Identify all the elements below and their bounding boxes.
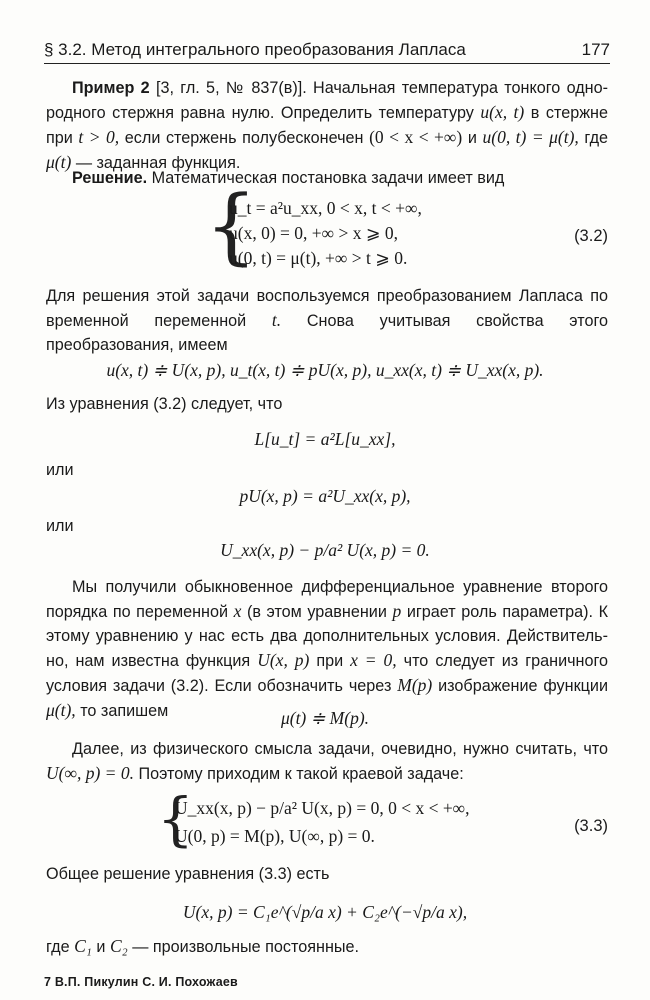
example-label: Пример 2 — [72, 79, 150, 97]
equation-pU: pU(x, p) = a²U_xx(x, p), — [239, 486, 411, 506]
system-line: u(x, 0) = 0, +∞ > x ⩾ 0, — [229, 223, 399, 243]
section-title: § 3.2. Метод интегрального преобразования Лапласа — [44, 40, 466, 59]
system-line: u_t = a²u_xx, 0 < x, t < +∞, — [229, 198, 422, 218]
further-paragraph: Далее, из физического смысла задачи, очевидно, нужно считать, что U(∞, p) = 0. Поэтому приходим к такой краевой задаче: — [46, 740, 608, 783]
header-rule — [44, 63, 610, 64]
ode-paragraph: Мы получили обыкновенное дифференциальное уравнение второго порядка по переменной x (в этом уравнении p играет роль параметра). К этому уравнению у нас есть два дополнительных условия. Действитель-но, нам известна функция U(x, p) при x = 0, что следует из граничного условия задачи (3.2). Если обозначить через M(p) изображение функции μ(t), то запишем — [46, 578, 609, 720]
page-number: 177 — [581, 40, 610, 59]
example-paragraph: Пример 2 [3, гл. 5, № 837(в)]. Начальная температура тонкого одно-родного стержня равна нулю. Определить температуру u(x, t) в стержне при t > 0, если стержень полубесконечен (0 < x < +∞) и u(0, t) = μ(t), где μ(t) — заданная функция. — [46, 79, 609, 172]
laplace-paragraph: Для решения этой задачи воспользуемся преобразованием Лапласа по временной переменной t. Снова учитывая свойства этого преобразования, имеем — [46, 287, 608, 354]
or-text: или — [46, 517, 74, 535]
constants-text: где C₁ и C₂ — произвольные постоянные. — [46, 936, 360, 956]
equation-Uxx: U_xx(x, p) − p/a² U(x, p) = 0. — [220, 540, 430, 560]
general-solution-text: Общее решение уравнения (3.3) есть — [46, 865, 330, 883]
equation-number: (3.3) — [574, 817, 608, 835]
signature-footer: 7 В.П. Пикулин С. И. Похожаев — [44, 975, 238, 989]
equation-L: L[u_t] = a²L[u_xx], — [254, 429, 396, 449]
equation-number: (3.2) — [574, 227, 608, 245]
equation-mu: μ(t) ≑ M(p). — [280, 708, 370, 728]
left-brace: { — [157, 785, 194, 853]
equation-general-solution: U(x, p) = C₁e^(√p/a x) + C₂e^(−√p/a x), — [182, 902, 468, 922]
or-text: или — [46, 461, 74, 479]
from-equation-text: Из уравнения (3.2) следует, что — [46, 395, 283, 413]
system-line: u(0, t) = μ(t), +∞ > t ⩾ 0. — [229, 248, 408, 268]
transform-equations: u(x, t) ≑ U(x, p), u_t(x, t) ≑ pU(x, p), u_xx(x, t) ≑ U_xx(x, p). — [106, 360, 544, 380]
system-line: U_xx(x, p) − p/a² U(x, p) = 0, 0 < x < +∞, — [175, 798, 470, 818]
equation-system-3-2 — [205, 179, 505, 274]
solution-label: Решение. — [72, 169, 148, 187]
equation-system-3-3 — [157, 785, 537, 853]
running-head — [44, 38, 610, 62]
solution-paragraph: Решение. Математическая постановка задачи имеет вид — [72, 169, 505, 187]
left-brace: { — [205, 179, 258, 274]
system-line: U(0, p) = M(p), U(∞, p) = 0. — [175, 826, 375, 846]
